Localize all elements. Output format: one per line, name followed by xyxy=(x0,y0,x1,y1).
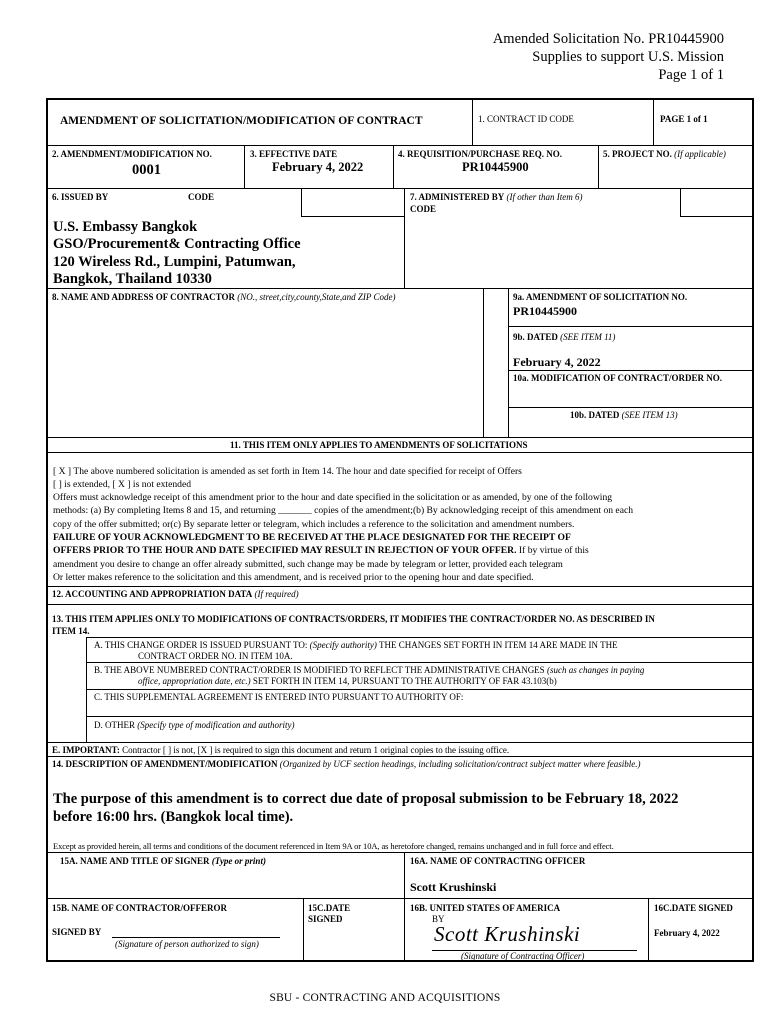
item13-b-note-2: office, appropriation date, etc.) xyxy=(138,676,251,686)
rule-row-1 xyxy=(46,145,754,146)
rule-v-code-left xyxy=(301,188,302,216)
item13-d-note: (Specify type of modification and authority) xyxy=(137,720,295,730)
item5-note: (If applicable) xyxy=(674,149,726,159)
rule-v-item9-inner xyxy=(508,288,509,437)
issuer-line-4: Bangkok, Thailand 10330 xyxy=(53,271,212,287)
item15c-label-2: SIGNED xyxy=(308,914,343,924)
contracting-officer-name: Scott Krushinski xyxy=(410,880,497,894)
rule-v-item5 xyxy=(598,145,599,188)
rule-v-item9 xyxy=(483,288,484,437)
rule-13b-top xyxy=(86,662,754,663)
contractor-signature-note: (Signature of person authorized to sign) xyxy=(115,939,259,949)
item13-d-text: D. OTHER xyxy=(94,720,135,730)
item11-label: 11. THIS ITEM ONLY APPLIES TO AMENDMENTS OF SOLICITATIONS xyxy=(230,440,528,450)
except-text: Except as provided herein, all terms and conditions of the document referenced in Item 9A or 10A, as heretofore changed, remains unchanged and in full force and effect. xyxy=(53,841,614,851)
issuer-line-1: U.S. Embassy Bangkok xyxy=(53,219,198,235)
item15c-label-1: 15C.DATE xyxy=(308,903,351,913)
item14-label-text: 14. DESCRIPTION OF AMENDMENT/MODIFICATION xyxy=(52,759,278,769)
item4-label: 4. REQUISITION/PURCHASE REQ. NO. xyxy=(398,149,563,159)
rule-admin-code-box xyxy=(680,216,754,217)
by-label: BY xyxy=(432,914,445,924)
contract-id-label: 1. CONTRACT ID CODE xyxy=(478,114,574,124)
date-signed: February 4, 2022 xyxy=(654,928,720,938)
rule-v-item3 xyxy=(244,145,245,188)
rule-v-item4 xyxy=(393,145,394,188)
issuer-line-3: 120 Wireless Rd., Lumpini, Patumwan, xyxy=(53,254,296,270)
item13-b-line-2 xyxy=(138,676,557,687)
item13-d xyxy=(94,720,294,731)
item13-line-1: 13. THIS ITEM APPLIES ONLY TO MODIFICATIONS OF CONTRACTS/ORDERS, IT MODIFIES THE CONTRACT/ORDER NO. AS DESCRIBED IN xyxy=(52,614,655,624)
header-subject: Supplies to support U.S. Mission xyxy=(532,49,724,65)
item15b-label: 15B. NAME OF CONTRACTOR/OFFEROR xyxy=(52,903,228,913)
item12-label xyxy=(52,589,299,600)
item9b-label-text: 9b. DATED xyxy=(513,332,558,342)
item13-c: C. THIS SUPPLEMENTAL AGREEMENT IS ENTERED INTO PURSUANT TO AUTHORITY OF: xyxy=(94,692,464,702)
issuer-line-2: GSO/Procurement& Contracting Office xyxy=(53,236,301,252)
item13-b-text: B. THE ABOVE NUMBERED CONTRACT/ORDER IS MODIFIED TO REFLECT THE ADMINISTRATIVE CHANGES xyxy=(94,665,545,675)
amendment-number: 0001 xyxy=(132,162,161,178)
item16c-label: 16C.DATE SIGNED xyxy=(654,903,733,913)
rule-item12-top xyxy=(46,586,754,587)
item15a-label xyxy=(60,856,266,867)
item12-label-text: 12. ACCOUNTING AND APPROPRIATION DATA xyxy=(52,589,253,599)
item13-a-line-1 xyxy=(94,640,618,651)
item11-line-1: [ X ] The above numbered solicitation is amended as set forth in Item 14. The hour and date specified for receipt of Offers xyxy=(53,466,522,477)
item7-label-text: 7. ADMINISTERED BY xyxy=(410,192,505,202)
item13-b-line-1 xyxy=(94,665,644,676)
item7-note: (If other than Item 6) xyxy=(506,192,583,202)
item12-note: (If required) xyxy=(254,589,299,599)
item11-line-6: amendment you desire to change an offer already submitted, such change may be made by telegram or letter, provided each telegram xyxy=(53,559,563,570)
header-page-number: Page 1 of 1 xyxy=(658,67,724,83)
item2-label: 2. AMENDMENT/MODIFICATION NO. xyxy=(52,149,212,159)
item13-a-text: A. THIS CHANGE ORDER IS ISSUED PURSUANT TO: xyxy=(94,640,308,650)
effective-date: February 4, 2022 xyxy=(272,160,364,174)
item7-label xyxy=(410,192,583,203)
contractor-signature-line[interactable] xyxy=(112,937,280,938)
rule-v-title xyxy=(472,98,473,145)
item16b-label: 16B. UNITED STATES OF AMERICA xyxy=(410,903,561,913)
item10b-note: (SEE ITEM 13) xyxy=(621,410,678,420)
item13-a-text-2: THE CHANGES SET FORTH IN ITEM 14 ARE MADE IN THE xyxy=(378,640,618,650)
item11-line-7: Or letter makes reference to the solicitation and this amendment, and is received prior to the opening hour and date specified. xyxy=(53,572,534,583)
rule-v-item13-indent xyxy=(86,637,87,742)
item11-warning-2-tail: If by virtue of this xyxy=(516,545,589,556)
page-footer: SBU - CONTRACTING AND ACQUISITIONS xyxy=(269,992,501,1004)
rule-row-3 xyxy=(46,288,754,289)
item11-warning-1: FAILURE OF YOUR ACKNOWLEDGMENT TO BE RECEIVED AT THE PLACE DESIGNATED FOR THE RECEIPT OF xyxy=(53,532,571,543)
item14-note: (Organized by UCF section headings, including solicitation/contract subject matter where feasible.) xyxy=(279,759,641,769)
item11-warning-2-text: OFFERS PRIOR TO THE HOUR AND DATE SPECIFIED MAY RESULT IN REJECTION OF YOUR OFFER. xyxy=(53,545,517,556)
rule-v-item7 xyxy=(404,188,405,288)
item9b-label xyxy=(513,332,615,343)
item13-b-note: (such as changes in paying xyxy=(546,665,645,675)
solicitation-date: February 4, 2022 xyxy=(513,355,601,369)
item16a-label: 16A. NAME OF CONTRACTING OFFICER xyxy=(410,856,586,866)
item11-line-2: [ ] is extended, [ X ] is not extended xyxy=(53,479,192,490)
item8-label-text: 8. NAME AND ADDRESS OF CONTRACTOR xyxy=(52,292,236,302)
rule-13a-top xyxy=(86,637,754,638)
item10b-label-text: 10b. DATED xyxy=(570,410,620,420)
item13-a-note: (Specify authority) xyxy=(309,640,377,650)
item9b-note: (SEE ITEM 11) xyxy=(560,332,616,342)
item5-label-text: 5. PROJECT NO. xyxy=(603,149,672,159)
item10b-label xyxy=(570,410,678,421)
rule-v-admin-code xyxy=(680,188,681,216)
purpose-line-1: The purpose of this amendment is to correct due date of proposal submission to be February 18, 2022 xyxy=(53,791,679,807)
rule-item11-bottom xyxy=(46,452,754,453)
rule-row-2 xyxy=(46,188,754,189)
rule-v-page xyxy=(653,98,654,145)
item13-b-text-2: SET FORTH IN ITEM 14, PURSUANT TO THE AUTHORITY OF FAR 43.103(b) xyxy=(252,676,557,686)
rule-code-box xyxy=(301,216,404,217)
officer-signature-note: (Signature of Contracting Officer) xyxy=(461,951,585,961)
rule-item15-top xyxy=(46,852,754,853)
admin-code-label: CODE xyxy=(410,204,437,214)
rule-13c-top xyxy=(86,689,754,690)
item11-line-3: Offers must acknowledge receipt of this amendment prior to the hour and date specified in the solicitation or as amended, by one of the following xyxy=(53,492,613,503)
item5-label xyxy=(603,149,726,160)
rule-9b xyxy=(508,370,754,371)
rule-item14-top xyxy=(46,756,754,757)
item8-note: (NO., street,city,county,State,and ZIP Code) xyxy=(237,292,396,302)
important-line xyxy=(52,745,509,756)
issuer-code-label: CODE xyxy=(188,192,215,202)
header-solicitation-number: Amended Solicitation No. PR10445900 xyxy=(492,31,724,47)
item11-line-5: copy of the offer submitted; or(c) By separate letter or telegram, which includes a reference to the solicitation and amendment numbers. xyxy=(53,519,575,530)
item14-label xyxy=(52,759,641,770)
item15a-label-text: 15A. NAME AND TITLE OF SIGNER xyxy=(60,856,210,866)
rule-9a xyxy=(508,326,754,327)
item11-line-4: methods: (a) By completing Items 8 and 15, and returning _______ copies of the amendment;(b) By acknowledging receipt of this amendment on each xyxy=(53,505,634,516)
requisition-number: PR10445900 xyxy=(462,160,529,174)
important-text: Contractor [ ] is not, [X ] is required to sign this document and return 1 original copies to the issuing office. xyxy=(119,745,510,755)
item10a-label: 10a. MODIFICATION OF CONTRACT/ORDER NO. xyxy=(513,373,723,383)
item6-label: 6. ISSUED BY xyxy=(52,192,109,202)
rule-item11-top xyxy=(46,437,754,438)
rule-13d-top xyxy=(86,716,754,717)
item3-label: 3. EFFECTIVE DATE xyxy=(250,149,338,159)
rule-v-item16c xyxy=(648,898,649,962)
item13-a-line-2: CONTRACT ORDER NO. IN ITEM 10A. xyxy=(138,651,293,661)
item15a-note: (Type or print) xyxy=(211,856,266,866)
purpose-line-2: before 16:00 hrs. (Bangkok local time). xyxy=(53,809,294,825)
rule-v-item16a xyxy=(404,852,405,962)
item9a-label: 9a. AMENDMENT OF SOLICITATION NO. xyxy=(513,292,688,302)
important-label: E. IMPORTANT: xyxy=(52,745,120,755)
rule-10a xyxy=(508,407,754,408)
rule-important-top xyxy=(46,742,754,743)
item8-label xyxy=(52,292,396,303)
item13-line-2: ITEM 14. xyxy=(52,626,90,636)
officer-signature: Scott Krushinski xyxy=(434,922,581,946)
page-label: PAGE 1 of 1 xyxy=(660,114,708,124)
signed-by-label: SIGNED BY xyxy=(52,927,102,937)
item11-warning-2 xyxy=(53,544,589,557)
rule-v-item15c xyxy=(303,898,304,962)
form-title: AMENDMENT OF SOLICITATION/MODIFICATION OF CONTRACT xyxy=(60,115,423,127)
solicitation-number: PR10445900 xyxy=(513,304,577,318)
rule-item12-bottom xyxy=(46,604,754,605)
